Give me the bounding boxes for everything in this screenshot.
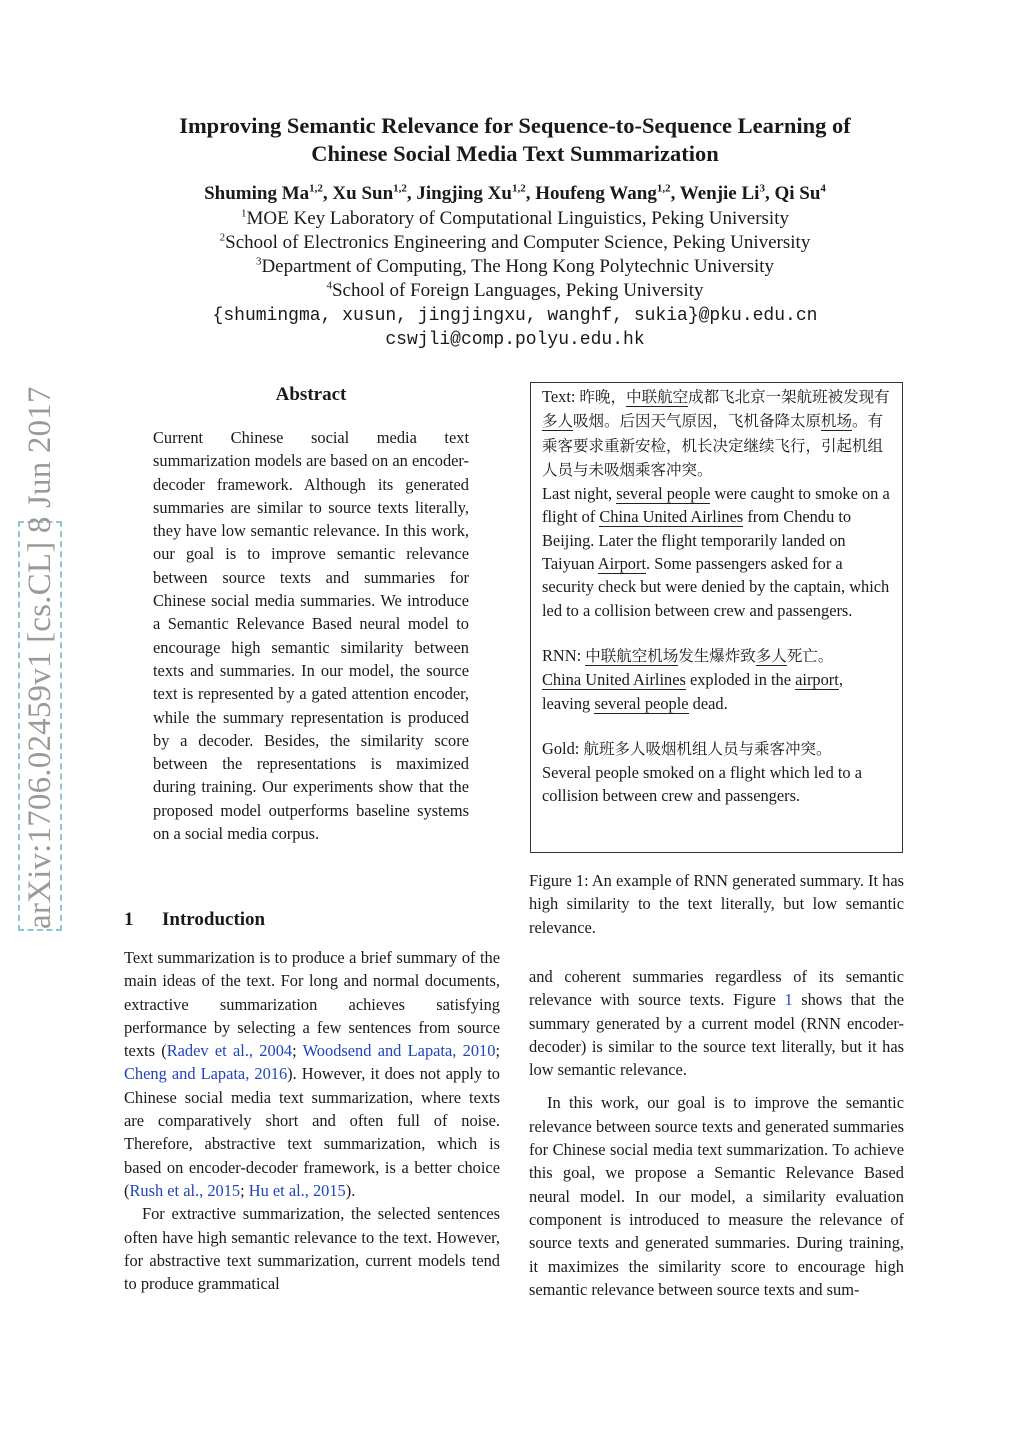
affiliation-1: $^1$MOE Key Laboratory of Computational Linguistics, Peking University <box>241 207 789 229</box>
underlined-phrase: several people <box>616 484 711 504</box>
text-run: . Some passengers asked for a security check but were denied by the captain, which led to a collision between crew and passengers. <box>542 554 890 620</box>
paper-title <box>100 112 930 168</box>
text-run: Last night, <box>542 484 617 504</box>
text-run: 吸烟。后因天气原因，飞机备降太原 <box>573 412 822 431</box>
text-run: Text summarization is to produce a brief summary of the main ideas of the text. For long and normal documents, extractive summarization achieves satisfying performance by selecting a few sentences from source texts ( <box>124 948 500 1061</box>
underlined-phrase: Airport <box>597 554 647 574</box>
underlined-phrase: 机场 <box>821 412 853 431</box>
citation-link[interactable]: Cheng and Lapata, 2016 <box>124 1064 288 1084</box>
intro-paragraph-1 <box>124 946 500 1202</box>
author-list: Shuming Ma$^{1,2}$, Xu Sun$^{1,2}$, Jingjing Xu$^{1,2}$, Houfeng Wang$^{1,2}$, Wenjie Li$^3$, Qi Su$^4$ <box>204 182 826 204</box>
underlined-phrase: 多人 <box>542 412 574 431</box>
email-line-1[interactable]: {shumingma, xusun, jingjingxu, wanghf, sukia}@pku.edu.cn <box>212 306 818 326</box>
author-name: Jingjing Xu <box>416 183 512 204</box>
text-run: ). <box>345 1180 356 1200</box>
example-gold-summary-chinese <box>542 737 892 761</box>
spacer <box>542 622 892 644</box>
underlined-phrase: China United Airlines <box>542 670 686 690</box>
spacer <box>542 715 892 737</box>
underlined-phrase: 中联航空机场 <box>585 646 679 665</box>
underlined-phrase: airport <box>795 670 839 690</box>
citation-link[interactable]: 1 <box>784 990 793 1010</box>
text-run: ; <box>495 1041 500 1061</box>
underlined-phrase: several people <box>594 693 689 713</box>
example-source-text-english <box>542 482 892 622</box>
text-run: RNN: <box>542 645 586 665</box>
underlined-phrase: 多人 <box>755 646 787 665</box>
affiliation-4: $^4$School of Foreign Languages, Peking University <box>326 279 704 301</box>
introduction-text-right <box>529 965 904 1301</box>
intro-paragraph-4: In this work, our goal is to improve the semantic relevance between source texts and generated summaries for Chinese social media text summarization. To achieve this goal, we propose a Semantic Relevance Based neural model. In our model, a similarity evaluation component is introduced to measure the relevance of source texts and generated summaries. During training, it maximizes the similarity score to encourage high semantic relevance between source texts and sum- <box>529 1093 904 1299</box>
citation-link[interactable]: Woodsend and Lapata, 2010 <box>302 1041 496 1061</box>
underlined-phrase: 中联航空 <box>626 388 689 406</box>
text-run: shows that the summary generated by a current model (RNN encoder-decoder) is similar to the source text literally, but it has low semantic relevance. <box>529 990 904 1080</box>
text-run: Text: <box>542 387 580 406</box>
text-run: from Chendu to Beijing. Later the flight temporarily landed on Taiyuan <box>542 507 852 574</box>
title-line-1: Improving Semantic Relevance for Sequence-to-Sequence Learning of <box>179 113 851 138</box>
text-run: ; <box>292 1041 303 1061</box>
text-run: and coherent summaries regardless of its semantic relevance with source texts. Figure <box>529 967 904 1010</box>
example-rnn-output-english <box>542 668 892 715</box>
author-affiliation-marker: 1,2 <box>393 182 407 195</box>
title-line-2: Chinese Social Media Text Summarization <box>311 141 719 166</box>
author-name: Shuming Ma <box>204 183 310 204</box>
author-affiliation-marker: 3 <box>759 182 765 195</box>
author-name: Houfeng Wang <box>535 183 657 204</box>
author-name: Qi Su <box>774 183 821 204</box>
text-run: 航班多人吸烟机组人员与乘客冲突。 <box>583 739 832 758</box>
citation-link[interactable]: Radev et al., 2004 <box>166 1041 293 1061</box>
example-rnn-output-chinese <box>542 644 892 668</box>
introduction-text-left <box>124 946 500 1295</box>
text-run: 死亡。 <box>786 646 834 665</box>
arxiv-identifier-stamp: arXiv:1706.02459v1 [cs.CL] 8 Jun 2017 <box>18 521 62 931</box>
affiliation-3: $^3$Department of Computing, The Hong Kong Polytechnic University <box>255 255 775 277</box>
text-run: 成都飞北京一架航班被发现有 <box>688 388 890 406</box>
example-source-text-chinese <box>542 385 892 482</box>
text-run: 。有乘客要求重新安检，机长决定继续飞行，引起机组人员与未吸烟乘客冲突。 <box>542 412 884 479</box>
abstract-heading: Abstract <box>275 384 347 405</box>
author-affiliation-marker: 1,2 <box>309 182 323 195</box>
citation-link[interactable]: Rush et al., 2015 <box>129 1180 241 1200</box>
text-run: exploded in the <box>685 670 796 690</box>
affiliation-2: $^2$School of Electronics Engineering and Computer Science, Peking University <box>219 231 811 253</box>
section-heading-introduction: 1 Introduction <box>124 909 266 930</box>
author-affiliation-marker: 4 <box>820 182 826 195</box>
abstract-body: Current Chinese social media text summarization models are based on an encoder-decoder framework. Although its generated summaries are similar to source texts literally, they have low semantic relevance. In this work, our goal is to improve semantic relevance between source texts and summaries for Chinese social media summaries. We introduce a Semantic Relevance Based neural model to encourage high semantic similarity between texts and summaries. In our model, the source text is represented by a gated attention encoder, while the summary representation is produced by a decoder. Besides, the similarity score between the representations is maximized during training. Our experiments show that the proposed model outperforms baseline systems on a social media corpus. <box>153 428 469 844</box>
text-run: , leaving <box>542 670 843 713</box>
author-name: Wenjie Li <box>679 183 760 204</box>
text-run: dead. <box>688 693 728 713</box>
text-run: ; <box>240 1180 249 1200</box>
figure-1-caption: Figure 1: An example of RNN generated summary. It has high similarity to the text literally, but low semantic relevance. <box>529 871 904 937</box>
text-run: 昨晚， <box>579 388 627 406</box>
text-run: were caught to smoke on a flight of <box>542 484 890 527</box>
underlined-phrase: China United Airlines <box>599 507 744 527</box>
figure-1-example-box <box>530 382 903 853</box>
example-gold-summary-english: Several people smoked on a flight which led to a collision between crew and passengers. <box>542 763 862 806</box>
author-affiliation-marker: 1,2 <box>656 182 671 195</box>
text-run: Gold: <box>542 738 584 758</box>
citation-link[interactable]: Hu et al., 2015 <box>248 1180 346 1200</box>
intro-paragraph-2: For extractive summarization, the selected sentences often have high semantic relevance to the text. However, for abstractive text summarization, current models tend to produce grammatical <box>124 1204 500 1294</box>
intro-paragraph-3 <box>529 965 904 1081</box>
email-line-2[interactable]: cswjli@comp.polyu.edu.hk <box>385 330 645 350</box>
text-run: ). However, it does not apply to Chinese social media text summarization, where texts are comparatively short and often full of noise. Therefore, abstractive text summarization, which is based on encoder-decoder framework, is a better choice ( <box>124 1064 500 1200</box>
author-affiliation-marker: 1,2 <box>511 182 526 195</box>
author-name: Xu Sun <box>332 183 394 204</box>
text-run: 发生爆炸致 <box>678 646 756 665</box>
